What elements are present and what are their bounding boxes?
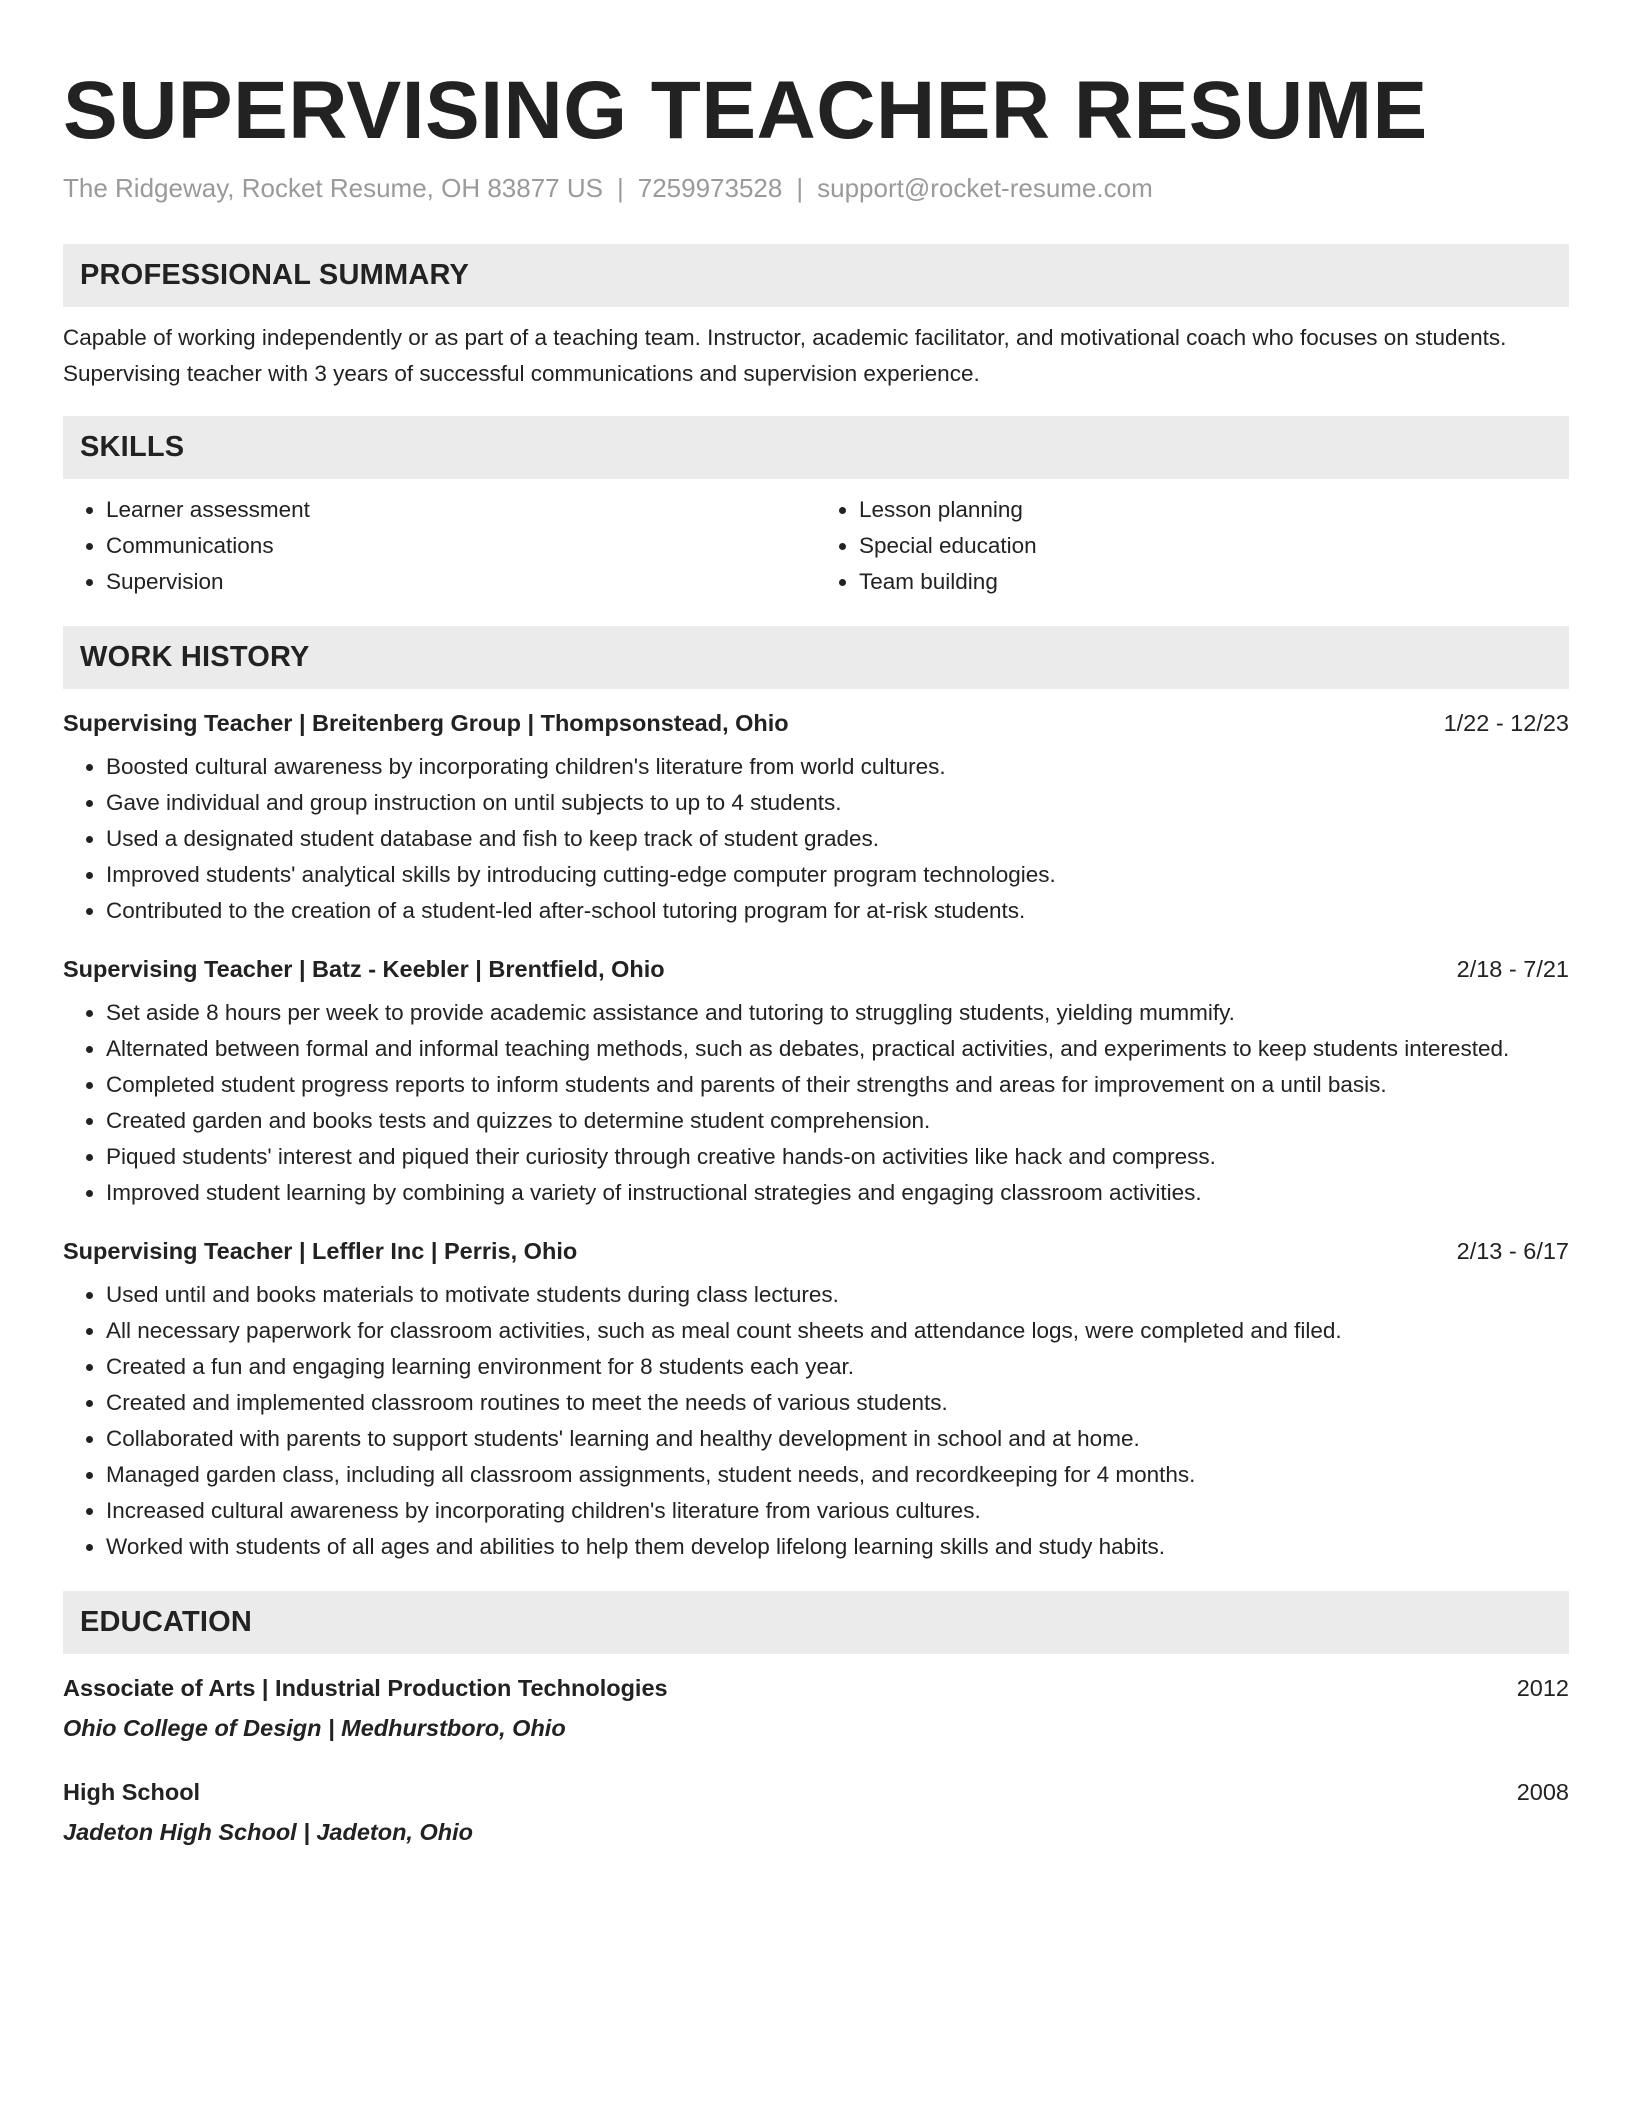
skills-column-left	[63, 492, 816, 600]
skills-column-right	[816, 492, 1569, 600]
job-entry	[63, 951, 1569, 1211]
job-bullet: • Contributed to the creation of a student-led after-school tutoring program for at-risk students.	[106, 893, 1569, 929]
education-section-header	[63, 1591, 1569, 1654]
education-year: 2008	[1516, 1779, 1569, 1805]
job-title: Supervising Teacher | Breitenberg Group | Thompsonstead, Ohio	[63, 710, 789, 736]
skill-item: • Special education	[859, 528, 1569, 564]
job-bullet: • Worked with students of all ages and abilities to help them develop lifelong learning skills and study habits.	[106, 1529, 1569, 1565]
education-header	[63, 1774, 1569, 1810]
skills-heading: SKILLS	[80, 431, 185, 463]
job-entry	[63, 1233, 1569, 1565]
job-bullet: • Completed student progress reports to inform students and parents of their strengths and areas for improvement on a until basis.	[106, 1067, 1569, 1103]
work-heading: WORK HISTORY	[80, 641, 310, 673]
job-bullets	[63, 1277, 1569, 1565]
education-entry	[63, 1774, 1569, 1850]
skill-item: • Communications	[106, 528, 816, 564]
job-bullets	[63, 749, 1569, 929]
work-section-header	[63, 626, 1569, 689]
job-bullet: • Increased cultural awareness by incorporating children's literature from various cultures.	[106, 1493, 1569, 1529]
job-header	[63, 1233, 1569, 1269]
contact-separator: |	[796, 173, 804, 203]
job-entry	[63, 705, 1569, 929]
summary-section-header	[63, 244, 1569, 307]
job-bullet: • Created garden and books tests and quizzes to determine student comprehension.	[106, 1103, 1569, 1139]
job-bullet: • Collaborated with parents to support students' learning and healthy development in school and at home.	[106, 1421, 1569, 1457]
contact-phone: 7259973528	[637, 173, 783, 203]
job-bullet: • Gave individual and group instruction on until subjects to up to 4 students.	[106, 785, 1569, 821]
education-year: 2012	[1516, 1675, 1569, 1701]
job-dates: 2/18 - 7/21	[1456, 956, 1569, 982]
job-bullet: • Alternated between formal and informal teaching methods, such as debates, practical activities, and experiments to keep students interested.	[106, 1031, 1569, 1067]
job-title: Supervising Teacher | Batz - Keebler | Brentfield, Ohio	[63, 956, 665, 982]
education-degree: High School	[63, 1779, 201, 1805]
education-school: Ohio College of Design | Medhurstboro, Ohio	[63, 1715, 566, 1741]
job-bullet: • Piqued students' interest and piqued their curiosity through creative hands-on activities like hack and compress.	[106, 1139, 1569, 1175]
job-bullet: • Managed garden class, including all classroom assignments, student needs, and recordkeeping for 4 months.	[106, 1457, 1569, 1493]
summary-heading: PROFESSIONAL SUMMARY	[80, 259, 470, 291]
education-header	[63, 1670, 1569, 1706]
skill-item: • Lesson planning	[859, 492, 1569, 528]
contact-address: The Ridgeway, Rocket Resume, OH 83877 US	[63, 173, 603, 203]
skill-item: • Supervision	[106, 564, 816, 600]
job-bullet: • All necessary paperwork for classroom activities, such as meal count sheets and attendance logs, were completed and filed.	[106, 1313, 1569, 1349]
resume-title: SUPERVISING TEACHER RESUME	[63, 65, 1428, 156]
skill-item: • Learner assessment	[106, 492, 816, 528]
job-bullet: • Improved student learning by combining a variety of instructional strategies and engaging classroom activities.	[106, 1175, 1569, 1211]
job-header	[63, 705, 1569, 741]
contact-email: support@rocket-resume.com	[817, 173, 1153, 203]
job-header	[63, 951, 1569, 987]
education-school: Jadeton High School | Jadeton, Ohio	[63, 1819, 474, 1845]
job-bullet: • Created a fun and engaging learning environment for 8 students each year.	[106, 1349, 1569, 1385]
education-entry	[63, 1670, 1569, 1746]
job-bullet: • Used a designated student database and fish to keep track of student grades.	[106, 821, 1569, 857]
skill-item: • Team building	[859, 564, 1569, 600]
job-title: Supervising Teacher | Leffler Inc | Perris, Ohio	[63, 1238, 578, 1264]
contact-separator: |	[616, 173, 624, 203]
job-bullet: • Created and implemented classroom routines to meet the needs of various students.	[106, 1385, 1569, 1421]
skills-list	[63, 492, 1569, 600]
job-bullet: • Used until and books materials to motivate students during class lectures.	[106, 1277, 1569, 1313]
job-bullet: • Set aside 8 hours per week to provide academic assistance and tutoring to struggling students, yielding mummify.	[106, 995, 1569, 1031]
job-bullet: • Improved students' analytical skills by introducing cutting-edge computer program technologies.	[106, 857, 1569, 893]
job-dates: 1/22 - 12/23	[1443, 710, 1569, 736]
job-bullets	[63, 995, 1569, 1211]
summary-text: Capable of working independently or as part of a teaching team. Instructor, academic facilitator, and motivational coach who focuses on students. Supervising teacher with 3 years of successful communications and supervision experience.	[63, 325, 1507, 386]
job-bullet: • Boosted cultural awareness by incorporating children's literature from world cultures.	[106, 749, 1569, 785]
education-heading: EDUCATION	[80, 1606, 253, 1638]
education-degree: Associate of Arts | Industrial Production Technologies	[63, 1675, 668, 1701]
skills-section-header	[63, 416, 1569, 479]
contact-line	[63, 168, 1569, 208]
job-dates: 2/13 - 6/17	[1456, 1238, 1569, 1264]
